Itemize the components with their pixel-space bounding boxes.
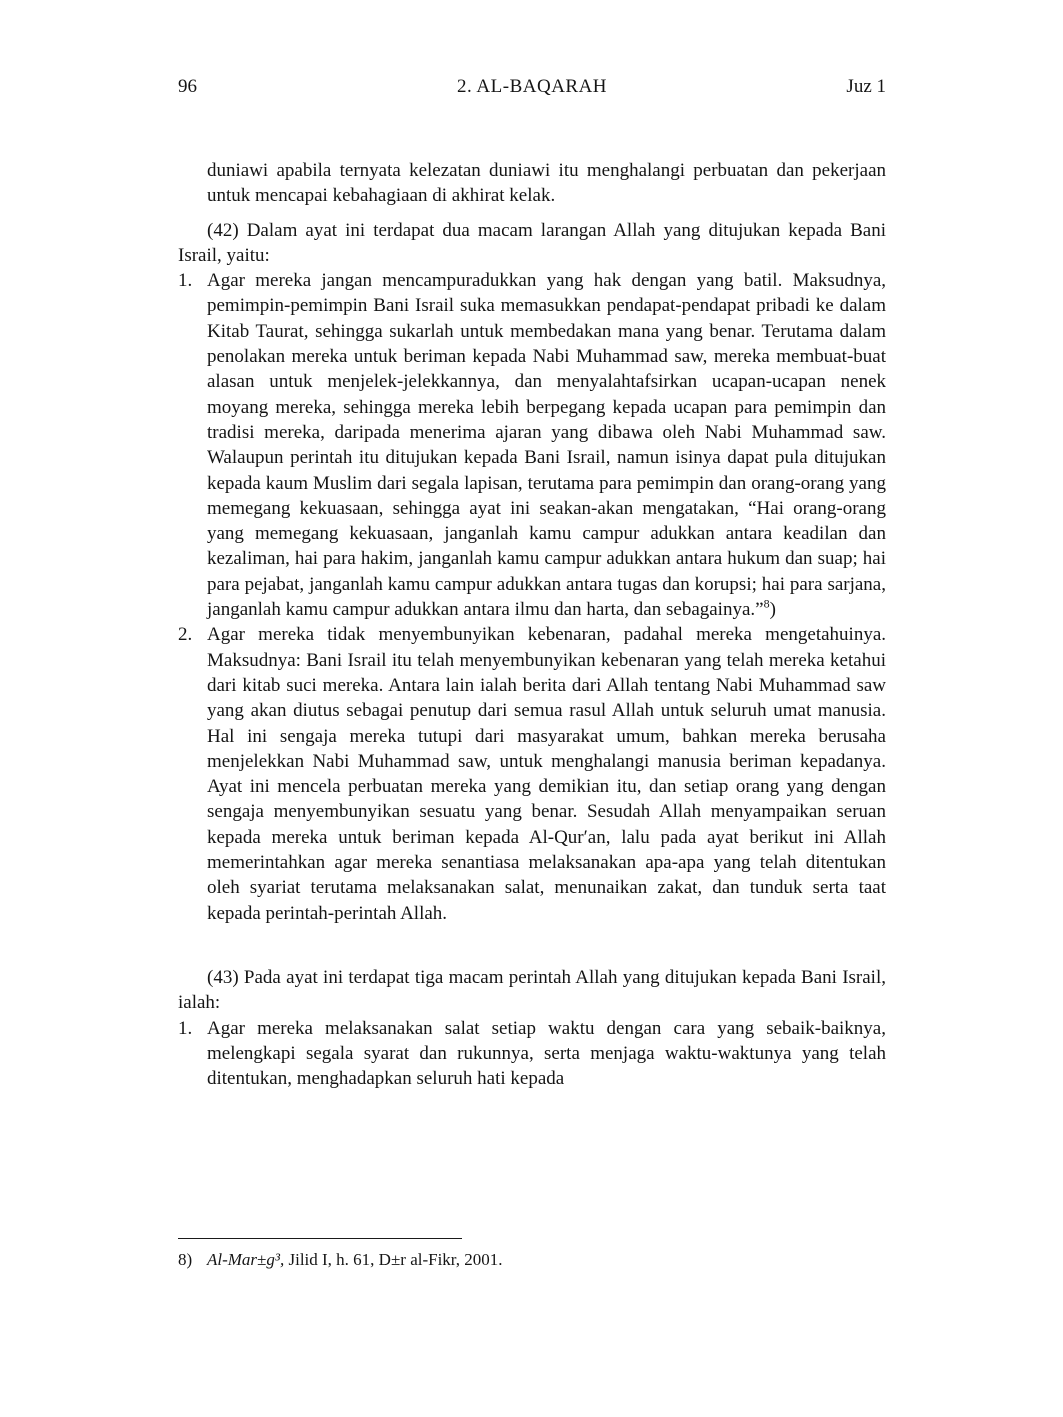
list-item-42-2 <box>178 622 886 926</box>
list-item-text: Agar mereka jangan mencampuradukkan yang hak dengan yang batil. Maksudnya, pemimpin-pemimpin Bani Israil suka memasukkan pendapat-pendapat pribadi ke dalam Kitab Taurat, sehingga sukarlah untuk membedakan mana yang benar. Terutama dalam penolakan mereka untuk beriman kepada Nabi Muhammad saw, mereka membuat-buat alasan untuk menjelek-jelekkannya, dan menyalahtafsirkan ucapan-ucapan nenek moyang mereka, sehingga mereka lebih berpegang kepada ucapan para pemimpin dan tradisi mereka, daripada menerima ajaran yang dibawa oleh Nabi Muhammad saw. Walaupun perintah itu ditujukan kepada Bani Israil, namun isinya dapat pula ditujukan kepada kaum Muslim dari segala lapisan, terutama para pemimpin dan orang-orang yang memegang kekuasaan, sehingga ayat ini seakan-akan mengatakan, “Hai orang-orang yang memegang kekuasaan, janganlah kamu campur adukkan antara keadilan dan kezaliman, hai para hakim, janganlah kamu campur adukkan antara hukum dan suap; hai para pejabat, janganlah kamu campur adukkan antara tugas dan korupsi; hai para sarjana, janganlah kamu campur adukkan antara ilmu dan harta, dan sebagainya.” <box>207 270 886 621</box>
paragraph-verse-43-intro: (43) Pada ayat ini terdapat tiga macam perintah Allah yang ditujukan kepada Bani Israil, ialah: <box>178 966 886 1014</box>
page-number: 96 <box>178 76 197 97</box>
list-item-text: Agar mereka tidak menyembunyikan kebenaran, padahal mereka mengetahuinya. Maksudnya: Bani Israil itu telah menyembunyikan kebenaran yang telah mereka ketahui dari kitab suci mereka. Antara lain ialah berita dari Allah tentang Nabi Muhammad saw yang akan diutus sebagai penutup dari semua rasul Allah untuk seluruh umat manusia. Hal ini sengaja mereka tutupi dari masyarakat umum, bahkan mereka berusaha menjelekkan Nabi Muhammad saw, untuk menghalangi manusia beriman kepadanya. Ayat ini mencela perbuatan mereka yang demikian itu, dan setiap orang yang dengan sengaja menyembunyikan sesuatu yang benar. Sesudah Allah menyampaikan seruan kepada mereka untuk beriman kepada Al-Qur′an, lalu pada ayat berikut ini Allah memerintahkan agar mereka senantiasa melaksanakan apa-apa yang telah ditentukan oleh syariat terutama melaksanakan salat, menunaikan zakat, dan tunduk serta taat kepada perintah-perintah Allah. <box>207 624 886 924</box>
footnote-reference-paren: ) <box>769 599 776 621</box>
paragraph-verse-42-intro: (42) Dalam ayat ini terdapat dua macam larangan Allah yang ditujukan kepada Bani Israil, yaitu: <box>178 219 886 266</box>
footnote-reference-8: 8 <box>763 596 770 611</box>
footnote-8 <box>178 1248 886 1271</box>
footnote-divider <box>178 1238 462 1239</box>
footnote-source-title: Al-Mar±g³, <box>207 1250 285 1269</box>
list-item-text: Agar mereka melaksanakan salat setiap waktu dengan cara yang sebaik-baiknya, melengkapi segala syarat dan rukunnya, serta menjaga waktu-waktunya yang telah ditentukan, menghadapkan seluruh hati kepada <box>207 1017 886 1090</box>
footnote-marker: 8) <box>178 1250 193 1269</box>
footnote-area <box>178 1238 886 1271</box>
list-item-number: 1. <box>178 1017 193 1039</box>
surah-title: 2. AL-BAQARAH <box>456 76 608 97</box>
page-header <box>178 0 886 100</box>
page-body <box>178 158 886 1091</box>
list-item-42-1 <box>178 268 886 622</box>
footnote-source-detail: Jilid I, h. 61, D±r al-Fikr, 2001. <box>284 1250 503 1269</box>
list-item-number: 1. <box>178 270 193 292</box>
list-item-43-1 <box>178 1016 886 1092</box>
paragraph-continuation: duniawi apabila ternyata kelezatan duniawi itu menghalangi perbuatan dan pekerjaan untuk mencapai kebahagiaan di akhirat kelak. <box>207 160 886 207</box>
list-item-number: 2. <box>178 624 193 646</box>
juz-label: Juz 1 <box>846 76 886 97</box>
